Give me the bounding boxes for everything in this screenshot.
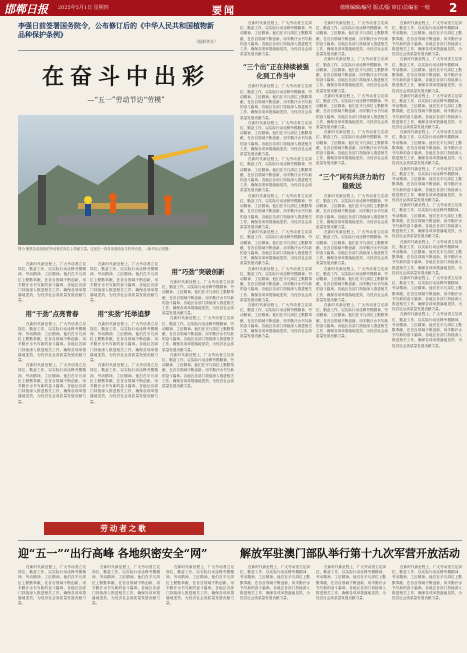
paragraph: 在新时代新征程上，广大劳动者立足岗位，勤奋工作，以实际行动诠释劳模精神、劳动精神、工匠精神。他们在平凡岗位上默默奉献，在各自领域不断创新，用辛勤汗水书写新的奋斗篇章。各地区各部门持续深入推进相关工作，确保各项举措落地见效，为经济社会高质量发展贡献力量。 (92, 565, 160, 606)
bottom-left-body (18, 565, 234, 645)
right-column-3 (392, 21, 462, 521)
paragraph: 在新时代新征程上，广大劳动者立足岗位，勤奋工作，以实际行动诠释劳模精神、劳动精神、工匠精神。他们在平凡岗位上默默奉献，在各自领域不断创新，用辛勤汗水书写新的奋斗篇章。各地区各部门持续深入推进相关工作，确保各项举措落地见效，为经济社会高质量发展贡献力量。 (316, 57, 388, 93)
right-section-heading-1: “三个出”正在持续被强化到工作当中 (243, 63, 309, 81)
paragraph: 在新时代新征程上，广大劳动者立足岗位，勤奋工作，以实际行动诠释劳模精神、劳动精神、工匠精神。他们在平凡岗位上默默奉献，在各自领域不断创新，用辛勤汗水书写新的奋斗篇章。各地区各部门持续深入推进相关工作，确保各项举措落地见效，为经济社会高质量发展贡献力量。 (392, 21, 462, 57)
paragraph: 在新时代新征程上，广大劳动者立足岗位，勤奋工作，以实际行动诠释劳模精神、劳动精神、工匠精神。他们在平凡岗位上默默奉献，在各自领域不断创新，用辛勤汗水书写新的奋斗篇章。各地区各部门持续深入推进相关工作，确保各项举措落地见效，为经济社会高质量发展贡献力量。 (392, 130, 462, 166)
bottom-left-headline: 迎“五一”“出行高峰 各地织密安全“网” (18, 547, 208, 560)
paragraph: 在新时代新征程上，广大劳动者立足岗位，勤奋工作，以实际行动诠释劳模精神、劳动精神、工匠精神。他们在平凡岗位上默默奉献，在各自领域不断创新，用辛勤汗水书写新的奋斗篇章。各地区各部门持续深入推进相关工作，确保各项举措落地见效，为经济社会高质量发展贡献力量。 (392, 93, 462, 130)
section-heading-1: 用“干劲”点亮青春 (25, 309, 79, 318)
paragraph: 在新时代新征程上，广大劳动者立足岗位，勤奋工作，以实际行动诠释劳模精神、劳动精神、工匠精神。他们在平凡岗位上默默奉献，在各自领域不断创新，用辛勤汗水书写新的奋斗篇章。各地区各部门持续深入推进相关工作，确保各项举措落地见效，为经济社会高质量发展贡献力量。 (316, 130, 388, 166)
paragraph: 在新时代新征程上，广大劳动者立足岗位，勤奋工作，以实际行动诠释劳模精神、劳动精神、工匠精神。他们在平凡岗位上默默奉献，在各自领域不断创新，用辛勤汗水书写新的奋斗篇章。各地区各部门持续深入推进相关工作，确保各项举措落地见效，为经济社会高质量发展贡献力量。 (316, 266, 388, 302)
paragraph: 在新时代新征程上，广大劳动者立足岗位，勤奋工作，以实际行动诠释劳模精神、劳动精神、工匠精神。他们在平凡岗位上默默奉献，在各自领域不断创新，用辛勤汗水书写新的奋斗篇章。各地区各部门持续深入推进相关工作，确保各项举措落地见效，为经济社会高质量发展贡献力量。 (162, 316, 234, 352)
paragraph: 在新时代新征程上，广大劳动者立足岗位，勤奋工作，以实际行动诠释劳模精神、劳动精神、工匠精神。他们在平凡岗位上默默奉献，在各自领域不断创新，用辛勤汗水书写新的奋斗篇章。各地区各部门持续深入推进相关工作，确保各项举措落地见效，为经济社会高质量发展贡献力量。 (316, 230, 388, 266)
article-column-2 (90, 262, 158, 512)
photo-illustration (18, 115, 234, 245)
section-banner: 劳动者之歌 (44, 522, 204, 535)
paragraph: 在新时代新征程上，广大劳动者立足岗位，勤奋工作，以实际行动诠释劳模精神、劳动精神、工匠精神。他们在平凡岗位上默默奉献，在各自领域不断创新，用辛勤汗水书写新的奋斗篇章。各地区各部门持续深入推进相关工作，确保各项举措落地见效，为经济社会高质量发展贡献力量。 (392, 239, 462, 275)
edition-info: 值班编辑/编号 版式/版 审订/总编室 一校 (340, 5, 430, 11)
bottom-right-article (240, 545, 462, 649)
newspaper-logo: 邯郸日报 (4, 3, 48, 16)
divider (18, 540, 462, 541)
top-brief-source: （据新华社） (194, 39, 218, 44)
paragraph: 在新时代新征程上，广大劳动者立足岗位，勤奋工作，以实际行动诠释劳模精神、劳动精神、工匠精神。他们在平凡岗位上默默奉献，在各自领域不断创新，用辛勤汗水书写新的奋斗篇章。各地区各部门持续深入推进相关工作，确保各项举措落地见效，为经济社会高质量发展贡献力量。 (18, 321, 86, 363)
paragraph: 在新时代新征程上，广大劳动者立足岗位，勤奋工作，以实际行动诠释劳模精神、劳动精神、工匠精神。他们在平凡岗位上默默奉献，在各自领域不断创新，用辛勤汗水书写新的奋斗篇章。各地区各部门持续深入推进相关工作，确保各项举措落地见效，为经济社会高质量发展贡献力量。 (392, 312, 462, 348)
right-column-2 (316, 21, 388, 521)
bottom-left-article (18, 545, 234, 649)
paragraph: 在新时代新征程上，广大劳动者立足岗位，勤奋工作，以实际行动诠释劳模精神、劳动精神、工匠精神。他们在平凡岗位上默默奉献，在各自领域不断创新，用辛勤汗水书写新的奋斗篇章。各地区各部门持续深入推进相关工作，确保各项举措落地见效，为经济社会高质量发展贡献力量。 (240, 120, 312, 157)
page-header (0, 0, 467, 16)
right-section-heading-2: “三个”同有共济力助行稳致远 (319, 172, 385, 190)
right-column-1 (240, 21, 312, 521)
article-column-1 (18, 262, 86, 512)
paragraph: 在新时代新征程上，广大劳动者立足岗位，勤奋工作，以实际行动诠释劳模精神、劳动精神、工匠精神。他们在平凡岗位上默默奉献，在各自领域不断创新，用辛勤汗水书写新的奋斗篇章。各地区各部门持续深入推进相关工作，确保各项举措落地见效，为经济社会高质量发展贡献力量。 (240, 565, 310, 601)
paragraph: 在新时代新征程上，广大劳动者立足岗位，勤奋工作，以实际行动诠释劳模精神、劳动精神、工匠精神。他们在平凡岗位上默默奉献，在各自领域不断创新，用辛勤汗水书写新的奋斗篇章。各地区各部门持续深入推进相关工作，确保各项举措落地见效，为经济社会高质量发展贡献力量。 (316, 302, 388, 339)
paragraph: 在新时代新征程上，广大劳动者立足岗位，勤奋工作，以实际行动诠释劳模精神、劳动精神、工匠精神。他们在平凡岗位上默默奉献，在各自领域不断创新，用辛勤汗水书写新的奋斗篇章。各地区各部门持续深入推进相关工作，确保各项举措落地见效，为经济社会高质量发展贡献力量。 (316, 21, 388, 57)
issue-date: 2025年5月1日 星期四 (58, 5, 109, 11)
news-photo (18, 115, 234, 245)
paragraph: 在新时代新征程上，广大劳动者立足岗位，勤奋工作，以实际行动诠释劳模精神、劳动精神、工匠精神。他们在平凡岗位上默默奉献，在各自领域不断创新，用辛勤汗水书写新的奋斗篇章。各地区各部门持续深入推进相关工作，确保各项举措落地见效，为经济社会高质量发展贡献力量。 (392, 57, 462, 93)
paragraph: 在新时代新征程上，广大劳动者立足岗位，勤奋工作，以实际行动诠释劳模精神、劳动精神、工匠精神。他们在平凡岗位上默默奉献，在各自领域不断创新，用辛勤汗水书写新的奋斗篇章。各地区各部门持续深入推进相关工作，确保各项举措落地见效，为经济社会高质量发展贡献力量。 (392, 275, 462, 312)
paragraph: 在新时代新征程上，广大劳动者立足岗位，勤奋工作，以实际行动诠释劳模精神、劳动精神、工匠精神。他们在平凡岗位上默默奉献，在各自领域不断创新，用辛勤汗水书写新的奋斗篇章。各地区各部门持续深入推进相关工作，确保各项举措落地见效，为经济社会高质量发展贡献力量。 (240, 266, 312, 302)
paragraph: 在新时代新征程上，广大劳动者立足岗位，勤奋工作，以实际行动诠释劳模精神、劳动精神、工匠精神。他们在平凡岗位上默默奉献，在各自领域不断创新，用辛勤汗水书写新的奋斗篇章。各地区各部门持续深入推进相关工作，确保各项举措落地见效，为经济社会高质量发展贡献力量。 (18, 565, 86, 606)
bottom-right-body (240, 565, 462, 645)
photo-caption: 图为 聚焦各条战线的劳动者在岗位上奉献力量。这里在一线各条战线奋斗的劳动者。（新华社记者摄） (18, 247, 172, 251)
main-headline: 在奋斗中出彩 (41, 64, 210, 90)
paragraph: 在新时代新征程上，广大劳动者立足岗位，勤奋工作，以实际行动诠释劳模精神、劳动精神、工匠精神。他们在平凡岗位上默默奉献，在各自领域不断创新，用辛勤汗水书写新的奋斗篇章。各地区各部门持续深入推进相关工作，确保各项举措落地见效，为经济社会高质量发展贡献力量。 (162, 280, 234, 316)
paragraph: 在新时代新征程上，广大劳动者立足岗位，勤奋工作，以实际行动诠释劳模精神、劳动精神、工匠精神。他们在平凡岗位上默默奉献，在各自领域不断创新，用辛勤汗水书写新的奋斗篇章。各地区各部门持续深入推进相关工作，确保各项举措落地见效，为经济社会高质量发展贡献力量。 (316, 193, 388, 229)
paragraph: 在新时代新征程上，广大劳动者立足岗位，勤奋工作，以实际行动诠释劳模精神、劳动精神、工匠精神。他们在平凡岗位上默默奉献，在各自领域不断创新，用辛勤汗水书写新的奋斗篇章。各地区各部门持续深入推进相关工作，确保各项举措落地见效，为经济社会高质量发展贡献力量。 (316, 565, 386, 601)
page-number: 2 (449, 1, 458, 15)
paragraph: 在新时代新征程上，广大劳动者立足岗位，勤奋工作，以实际行动诠释劳模精神、劳动精神、工匠精神。他们在平凡岗位上默默奉献，在各自领域不断创新，用辛勤汗水书写新的奋斗篇章。各地区各部门持续深入推进相关工作，确保各项举措落地见效，为经济社会高质量发展贡献力量。 (240, 230, 312, 266)
paragraph: 在新时代新征程上，广大劳动者立足岗位，勤奋工作，以实际行动诠释劳模精神、劳动精神、工匠精神。他们在平凡岗位上默默奉献，在各自领域不断创新，用辛勤汗水书写新的奋斗篇章。各地区各部门持续深入推进相关工作，确保各项举措落地见效，为经济社会高质量发展贡献力量。 (162, 352, 234, 389)
paragraph: 在新时代新征程上，广大劳动者立足岗位，勤奋工作，以实际行动诠释劳模精神、劳动精神、工匠精神。他们在平凡岗位上默默奉献，在各自领域不断创新，用辛勤汗水书写新的奋斗篇章。各地区各部门持续深入推进相关工作，确保各项举措落地见效，为经济社会高质量发展贡献力量。 (240, 302, 312, 339)
paragraph: 在新时代新征程上，广大劳动者立足岗位，勤奋工作，以实际行动诠释劳模精神、劳动精神、工匠精神。他们在平凡岗位上默默奉献，在各自领域不断创新，用辛勤汗水书写新的奋斗篇章。各地区各部门持续深入推进相关工作，确保各项举措落地见效，为经济社会高质量发展贡献力量。 (90, 321, 158, 363)
paragraph: 在新时代新征程上，广大劳动者立足岗位，勤奋工作，以实际行动诠释劳模精神、劳动精神、工匠精神。他们在平凡岗位上默默奉献，在各自领域不断创新，用辛勤汗水书写新的奋斗篇章。各地区各部门持续深入推进相关工作，确保各项举措落地见效，为经济社会高质量发展贡献力量。 (166, 565, 234, 606)
divider (18, 50, 234, 51)
section-heading-2: 用“实劲”托举追梦 (97, 309, 151, 318)
paragraph: 在新时代新征程上，广大劳动者立足岗位，勤奋工作，以实际行动诠释劳模精神、劳动精神、工匠精神。他们在平凡岗位上默默奉献，在各自领域不断创新，用辛勤汗水书写新的奋斗篇章。各地区各部门持续深入推进相关工作，确保各项举措落地见效，为经济社会高质量发展贡献力量。 (392, 203, 462, 239)
paragraph: 在新时代新征程上，广大劳动者立足岗位，勤奋工作，以实际行动诠释劳模精神、劳动精神、工匠精神。他们在平凡岗位上默默奉献，在各自领域不断创新，用辛勤汗水书写新的奋斗篇章。各地区各部门持续深入推进相关工作，确保各项举措落地见效，为经济社会高质量发展贡献力量。 (240, 193, 312, 229)
paragraph: 在新时代新征程上，广大劳动者立足岗位，勤奋工作，以实际行动诠释劳模精神、劳动精神、工匠精神。他们在平凡岗位上默默奉献，在各自领域不断创新，用辛勤汗水书写新的奋斗篇章。各地区各部门持续深入推进相关工作，确保各项举措落地见效，为经济社会高质量发展贡献力量。 (240, 84, 312, 120)
top-brief (18, 21, 218, 47)
section-title: 要闻 (212, 6, 236, 17)
section-heading-3: 用“巧劲”突破创新 (171, 268, 225, 276)
paragraph: 在新时代新征程上，广大劳动者立足岗位，勤奋工作，以实际行动诠释劳模精神、劳动精神、工匠精神。他们在平凡岗位上默默奉献，在各自领域不断创新，用辛勤汗水书写新的奋斗篇章。各地区各部门持续深入推进相关工作，确保各项举措落地见效，为经济社会高质量发展贡献力量。 (316, 93, 388, 130)
article-column-3 (162, 262, 234, 512)
paragraph: 在新时代新征程上，广大劳动者立足岗位，勤奋工作，以实际行动诠释劳模精神、劳动精神、工匠精神。他们在平凡岗位上默默奉献，在各自领域不断创新，用辛勤汗水书写新的奋斗篇章。各地区各部门持续深入推进相关工作，确保各项举措落地见效，为经济社会高质量发展贡献力量。 (240, 21, 312, 57)
bottom-right-headline: 解放军驻澳门部队举行第十九次军营开放活动 (240, 547, 460, 560)
paragraph: 在新时代新征程上，广大劳动者立足岗位，勤奋工作，以实际行动诠释劳模精神、劳动精神、工匠精神。他们在平凡岗位上默默奉献，在各自领域不断创新，用辛勤汗水书写新的奋斗篇章。各地区各部门持续深入推进相关工作，确保各项举措落地见效，为经济社会高质量发展贡献力量。 (240, 157, 312, 193)
paragraph: 在新时代新征程上，广大劳动者立足岗位，勤奋工作，以实际行动诠释劳模精神、劳动精神、工匠精神。他们在平凡岗位上默默奉献，在各自领域不断创新，用辛勤汗水书写新的奋斗篇章。各地区各部门持续深入推进相关工作，确保各项举措落地见效，为经济社会高质量发展贡献力量。 (18, 262, 86, 303)
top-brief-title: 李强日前签署国务院令，公布修订后的《中华人民共和国植物新品种保护条例》 (18, 21, 214, 39)
paragraph: 在新时代新征程上，广大劳动者立足岗位，勤奋工作，以实际行动诠释劳模精神、劳动精神、工匠精神。他们在平凡岗位上默默奉献，在各自领域不断创新，用辛勤汗水书写新的奋斗篇章。各地区各部门持续深入推进相关工作，确保各项举措落地见效，为经济社会高质量发展贡献力量。 (18, 363, 86, 404)
paragraph: 在新时代新征程上，广大劳动者立足岗位，勤奋工作，以实际行动诠释劳模精神、劳动精神、工匠精神。他们在平凡岗位上默默奉献，在各自领域不断创新，用辛勤汗水书写新的奋斗篇章。各地区各部门持续深入推进相关工作，确保各项举措落地见效，为经济社会高质量发展贡献力量。 (90, 363, 158, 404)
paragraph: 在新时代新征程上，广大劳动者立足岗位，勤奋工作，以实际行动诠释劳模精神、劳动精神、工匠精神。他们在平凡岗位上默默奉献，在各自领域不断创新，用辛勤汗水书写新的奋斗篇章。各地区各部门持续深入推进相关工作，确保各项举措落地见效，为经济社会高质量发展贡献力量。 (90, 262, 158, 303)
main-story-header (18, 60, 234, 110)
main-subtitle: —“五一”劳动节访“劳模” (87, 96, 165, 104)
paragraph: 在新时代新征程上，广大劳动者立足岗位，勤奋工作，以实际行动诠释劳模精神、劳动精神、工匠精神。他们在平凡岗位上默默奉献，在各自领域不断创新，用辛勤汗水书写新的奋斗篇章。各地区各部门持续深入推进相关工作，确保各项举措落地见效，为经济社会高质量发展贡献力量。 (392, 565, 462, 601)
paragraph: 在新时代新征程上，广大劳动者立足岗位，勤奋工作，以实际行动诠释劳模精神、劳动精神、工匠精神。他们在平凡岗位上默默奉献，在各自领域不断创新，用辛勤汗水书写新的奋斗篇章。各地区各部门持续深入推进相关工作，确保各项举措落地见效，为经济社会高质量发展贡献力量。 (392, 166, 462, 202)
